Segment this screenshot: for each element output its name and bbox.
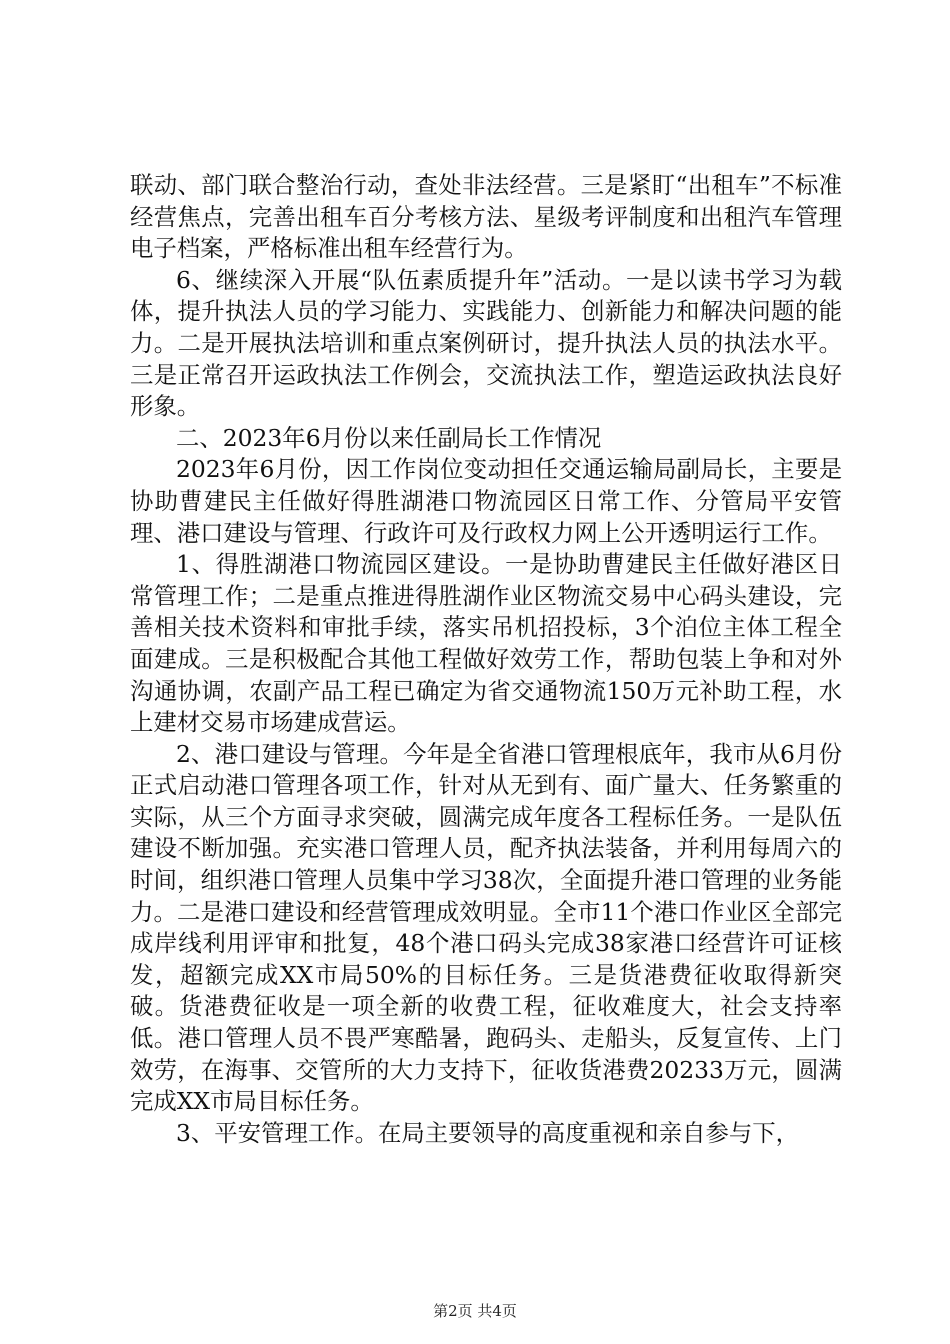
paragraph-continuation: 联动、部门联合整治行动，查处非法经营。三是紧盯“出租车”不标准经营焦点，完善出租车百分考核方法、星级考评制度和出租汽车管理电子档案，严格标准出租车经营行为。: [130, 171, 842, 263]
section-heading-2: 二、2023年6月份以来任副局长工作情况: [176, 423, 602, 452]
paragraph-intro: 2023年6月份，因工作岗位变动担任交通运输局副局长，主要是协助曹建民主任做好得胜湖港口物流园区日常工作、分管局平安管理、港口建设与管理、行政许可及行政权力网上公开透明运行工作。: [130, 455, 842, 547]
page-footer: 第2页 共4页: [433, 1302, 517, 1320]
paragraph-item-2: 2、港口建设与管理。今年是全省港口管理根底年，我市从6月份正式启动港口管理各项工作，针对从无到有、面广量大、任务繁重的实际，从三个方面寻求突破，圆满完成年度各工程标任务。一是队伍建设不断加强。充实港口管理人员，配齐执法装备，并利用每周六的时间，组织港口管理人员集中学习38次，全面提升港口管理的业务能力。二是港口建设和经营管理成效明显。全市11个港口作业区全部完成岸线利用评审和批复，48个港口码头完成38家港口经营许可证核发，超额完成XX市局50%的目标任务。三是货港费征收取得新突破。货港费征收是一项全新的收费工程，征收难度大，社会支持率低。港口管理人员不畏严寒酷暑，跑码头、走船头，反复宣传、上门效劳，在海事、交管所的大力支持下，征收货港费20233万元，圆满完成XX市局目标任务。: [130, 739, 842, 1116]
paragraph-item-6: 6、继续深入开展“队伍素质提升年”活动。一是以读书学习为载体，提升执法人员的学习能力、实践能力、创新能力和解决问题的能力。二是开展执法培训和重点案例研讨，提升执法人员的执法水平。三是正常召开运政执法工作例会，交流执法工作，塑造运政执法良好形象。: [130, 265, 842, 421]
paragraph-item-1: 1、得胜湖港口物流园区建设。一是协助曹建民主任做好港区日常管理工作；二是重点推进得胜湖作业区物流交易中心码头建设，完善相关技术资料和审批手续，落实吊机招投标，3个泊位主体工程全面建成。三是积极配合其他工程做好效劳工作，帮助包装上争和对外沟通协调，农副产品工程已确定为省交通物流150万元补助工程，水上建材交易市场建成营运。: [130, 550, 842, 737]
paragraph-item-3: 3、平安管理工作。在局主要领导的高度重视和亲自参与下，: [176, 1118, 800, 1147]
document-body: [130, 170, 842, 1149]
